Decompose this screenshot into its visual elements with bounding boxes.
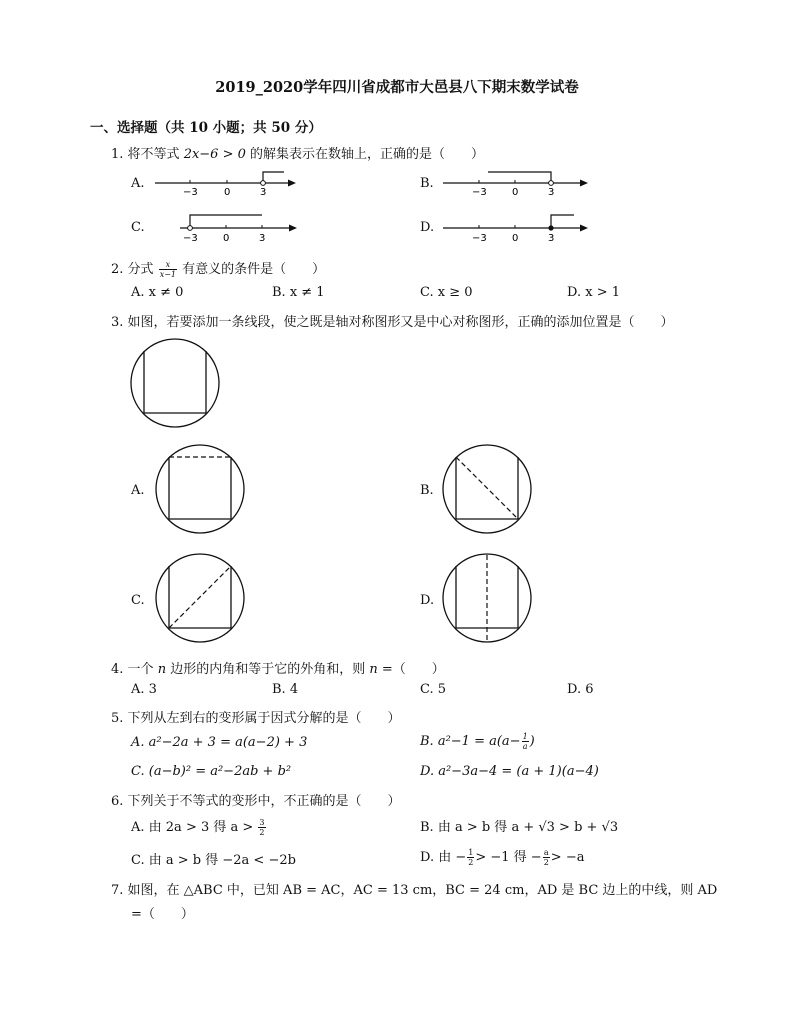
q3-option-a-label: A.: [131, 483, 145, 498]
fraction-numerator: 1: [522, 732, 528, 741]
q1-suffix: 的解集表示在数轴上，正确的是（ ）: [250, 147, 485, 162]
tick-label: −3: [472, 187, 487, 198]
q1-option-d-number-line: [438, 207, 593, 245]
q2-suffix: 有意义的条件是（ ）: [182, 262, 326, 277]
q5-option-a: A. a²−2a + 3 = a(a−2) + 3: [131, 735, 308, 750]
question-5-stem: 5. 下列从左到右的变形属于因式分解的是（ ）: [111, 711, 401, 726]
question-2-stem: [111, 258, 325, 279]
q2-prefix: 2. 分式: [111, 262, 154, 277]
q2-option-b: B. x ≠ 1: [272, 285, 325, 300]
q1-option-b-number-line: [438, 164, 593, 200]
q3-option-b-figure: [440, 442, 536, 538]
q6-option-d: [420, 846, 584, 867]
q2-option-c: C. x ≥ 0: [420, 285, 473, 300]
q4-stem-post: =（ ）: [381, 662, 445, 677]
question-4-stem: [111, 658, 445, 677]
q2-fraction-denominator: x−1: [159, 270, 176, 279]
tick-label: 3: [260, 187, 267, 198]
q6-option-a: [131, 816, 267, 837]
q4-stem-mid: 边形的内角和等于它的外角和，则: [170, 662, 366, 677]
section-heading: 一、选择题（共 10 小题；共 50 分）: [90, 120, 322, 136]
q1-option-a-label: A.: [131, 176, 145, 191]
q1-prefix: 1. 将不等式: [111, 147, 180, 162]
q1-expression: 2x−6 > 0: [183, 147, 246, 162]
tick-label: −3: [183, 233, 198, 244]
q1-option-a-number-line: [150, 164, 300, 200]
question-7-stem-line-2: =（ ）: [131, 907, 194, 922]
q5-option-b-fraction: [522, 732, 529, 751]
q2-fraction-numerator: x: [159, 260, 177, 270]
q4-variable: n: [369, 662, 378, 677]
question-3-stem: 3. 如图，若要添加一条线段，使之既是轴对称图形又是中心对称图形，正确的添加位置是（ ）: [111, 315, 674, 330]
q5-option-b: [420, 732, 535, 751]
tick-label: 3: [548, 233, 555, 244]
q4-stem-pre: 4. 一个: [111, 662, 154, 677]
fraction-denominator: 2: [259, 828, 265, 837]
q6-option-d-mid: > −1 得 −: [475, 850, 542, 865]
q6-option-c: C. 由 a > b 得 −2a < −2b: [131, 853, 296, 868]
exam-title: 2019_2020学年四川省成都市大邑县八下期末数学试卷: [215, 79, 579, 96]
q3-main-figure: [128, 336, 224, 432]
q3-option-a-figure: [153, 442, 249, 538]
fraction-numerator: a: [543, 848, 549, 857]
q1-option-d-label: D.: [420, 220, 435, 235]
q6-option-d-post: > −a: [550, 850, 585, 865]
tick-label: 0: [223, 233, 230, 244]
question-1-stem: [111, 143, 484, 162]
q2-option-d: D. x > 1: [567, 285, 620, 300]
q6-option-a-fraction: [258, 818, 265, 837]
q4-option-b: B. 4: [272, 682, 299, 697]
q3-option-d-label: D.: [420, 593, 435, 608]
tick-label: 0: [512, 233, 519, 244]
q1-option-b-label: B.: [420, 176, 434, 191]
q3-option-b-label: B.: [420, 483, 434, 498]
q5-option-b-pre: B. a²−1 = a(a−: [420, 734, 521, 749]
q6-option-b: B. 由 a > b 得 a + √3 > b + √3: [420, 820, 619, 835]
tick-label: −3: [472, 233, 487, 244]
tick-label: 3: [259, 233, 266, 244]
q6-option-d-pre: D. 由 −: [420, 850, 467, 865]
fraction-denominator: 2: [543, 858, 549, 867]
q3-option-d-figure: [440, 551, 536, 647]
tick-label: 3: [548, 187, 555, 198]
fraction-numerator: 3: [259, 818, 265, 827]
q5-option-d: D. a²−3a−4 = (a + 1)(a−4): [420, 764, 599, 779]
fraction-denominator: a: [522, 742, 528, 751]
question-7-stem-line-1: 7. 如图，在 △ABC 中，已知 AB = AC，AC = 13 cm，BC = 24 cm，AD 是 BC 边上的中线，则 AD: [111, 883, 718, 898]
question-6-stem: 6. 下列关于不等式的变形中，不正确的是（ ）: [111, 794, 401, 809]
q4-variable: n: [157, 662, 167, 677]
q6-option-d-fraction-2: [543, 848, 550, 867]
q6-option-a-pre: A. 由 2a > 3 得 a >: [131, 820, 254, 835]
q4-option-c: C. 5: [420, 682, 447, 697]
q4-option-d: D. 6: [567, 682, 594, 697]
q5-option-c: C. (a−b)² = a²−2ab + b²: [131, 764, 292, 779]
q2-option-a: A. x ≠ 0: [131, 285, 184, 300]
q5-option-b-post: ): [529, 734, 535, 749]
q1-option-c-label: C.: [131, 220, 145, 235]
fraction-denominator: 2: [468, 858, 474, 867]
q4-option-a: A. 3: [131, 682, 157, 697]
q1-option-c-number-line: [150, 207, 302, 245]
tick-label: 0: [512, 187, 519, 198]
q3-option-c-label: C.: [131, 593, 145, 608]
fraction-numerator: 1: [468, 848, 474, 857]
tick-label: −3: [183, 187, 198, 198]
q3-option-c-figure: [153, 551, 249, 647]
tick-label: 0: [224, 187, 231, 198]
q6-option-d-fraction-1: [467, 848, 474, 867]
q2-fraction: [159, 260, 177, 279]
